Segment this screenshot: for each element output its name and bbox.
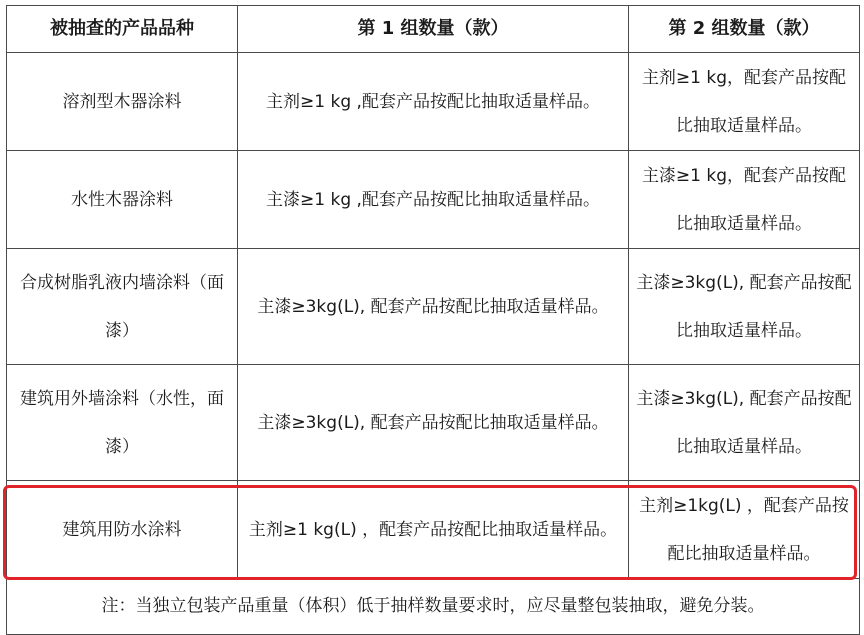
group-2-cell: 主剂≥1kg(L) ，配套产品按配比抽取适量样品。	[629, 481, 860, 579]
product-cell: 建筑用外墙涂料（水性，面漆）	[7, 365, 238, 481]
table-row	[7, 365, 860, 481]
group-1-cell: 主漆≥3kg(L), 配套产品按配比抽取适量样品。	[238, 249, 629, 365]
product-cell: 水性木器涂料	[7, 151, 238, 249]
product-cell: 合成树脂乳液内墙涂料（面漆）	[7, 249, 238, 365]
product-cell: 建筑用防水涂料	[7, 481, 238, 579]
group-1-cell: 主漆≥1 kg ,配套产品按配比抽取适量样品。	[238, 151, 629, 249]
table-row	[7, 151, 860, 249]
sampling-table	[6, 5, 860, 635]
group-2-cell: 主漆≥3kg(L), 配套产品按配比抽取适量样品。	[629, 365, 860, 481]
product-cell: 溶剂型木器涂料	[7, 53, 238, 151]
column-header-group-2: 第 2 组数量（款）	[629, 6, 860, 53]
column-header-product: 被抽查的产品品种	[7, 6, 238, 53]
table-row	[7, 249, 860, 365]
group-1-cell: 主漆≥3kg(L), 配套产品按配比抽取适量样品。	[238, 365, 629, 481]
table-row-highlighted	[7, 481, 860, 579]
group-2-cell: 主剂≥1 kg，配套产品按配比抽取适量样品。	[629, 53, 860, 151]
group-2-cell: 主漆≥1 kg，配套产品按配比抽取适量样品。	[629, 151, 860, 249]
column-header-group-1: 第 1 组数量（款）	[238, 6, 629, 53]
group-1-cell: 主剂≥1 kg ,配套产品按配比抽取适量样品。	[238, 53, 629, 151]
table-header-row	[7, 6, 860, 53]
group-1-cell: 主剂≥1 kg(L) ，配套产品按配比抽取适量样品。	[238, 481, 629, 579]
table-note: 注：当独立包装产品重量（体积）低于抽样数量要求时，应尽量整包装抽取，避免分装。	[7, 579, 860, 635]
note-row	[7, 579, 860, 635]
table-row	[7, 53, 860, 151]
group-2-cell: 主漆≥3kg(L), 配套产品按配比抽取适量样品。	[629, 249, 860, 365]
